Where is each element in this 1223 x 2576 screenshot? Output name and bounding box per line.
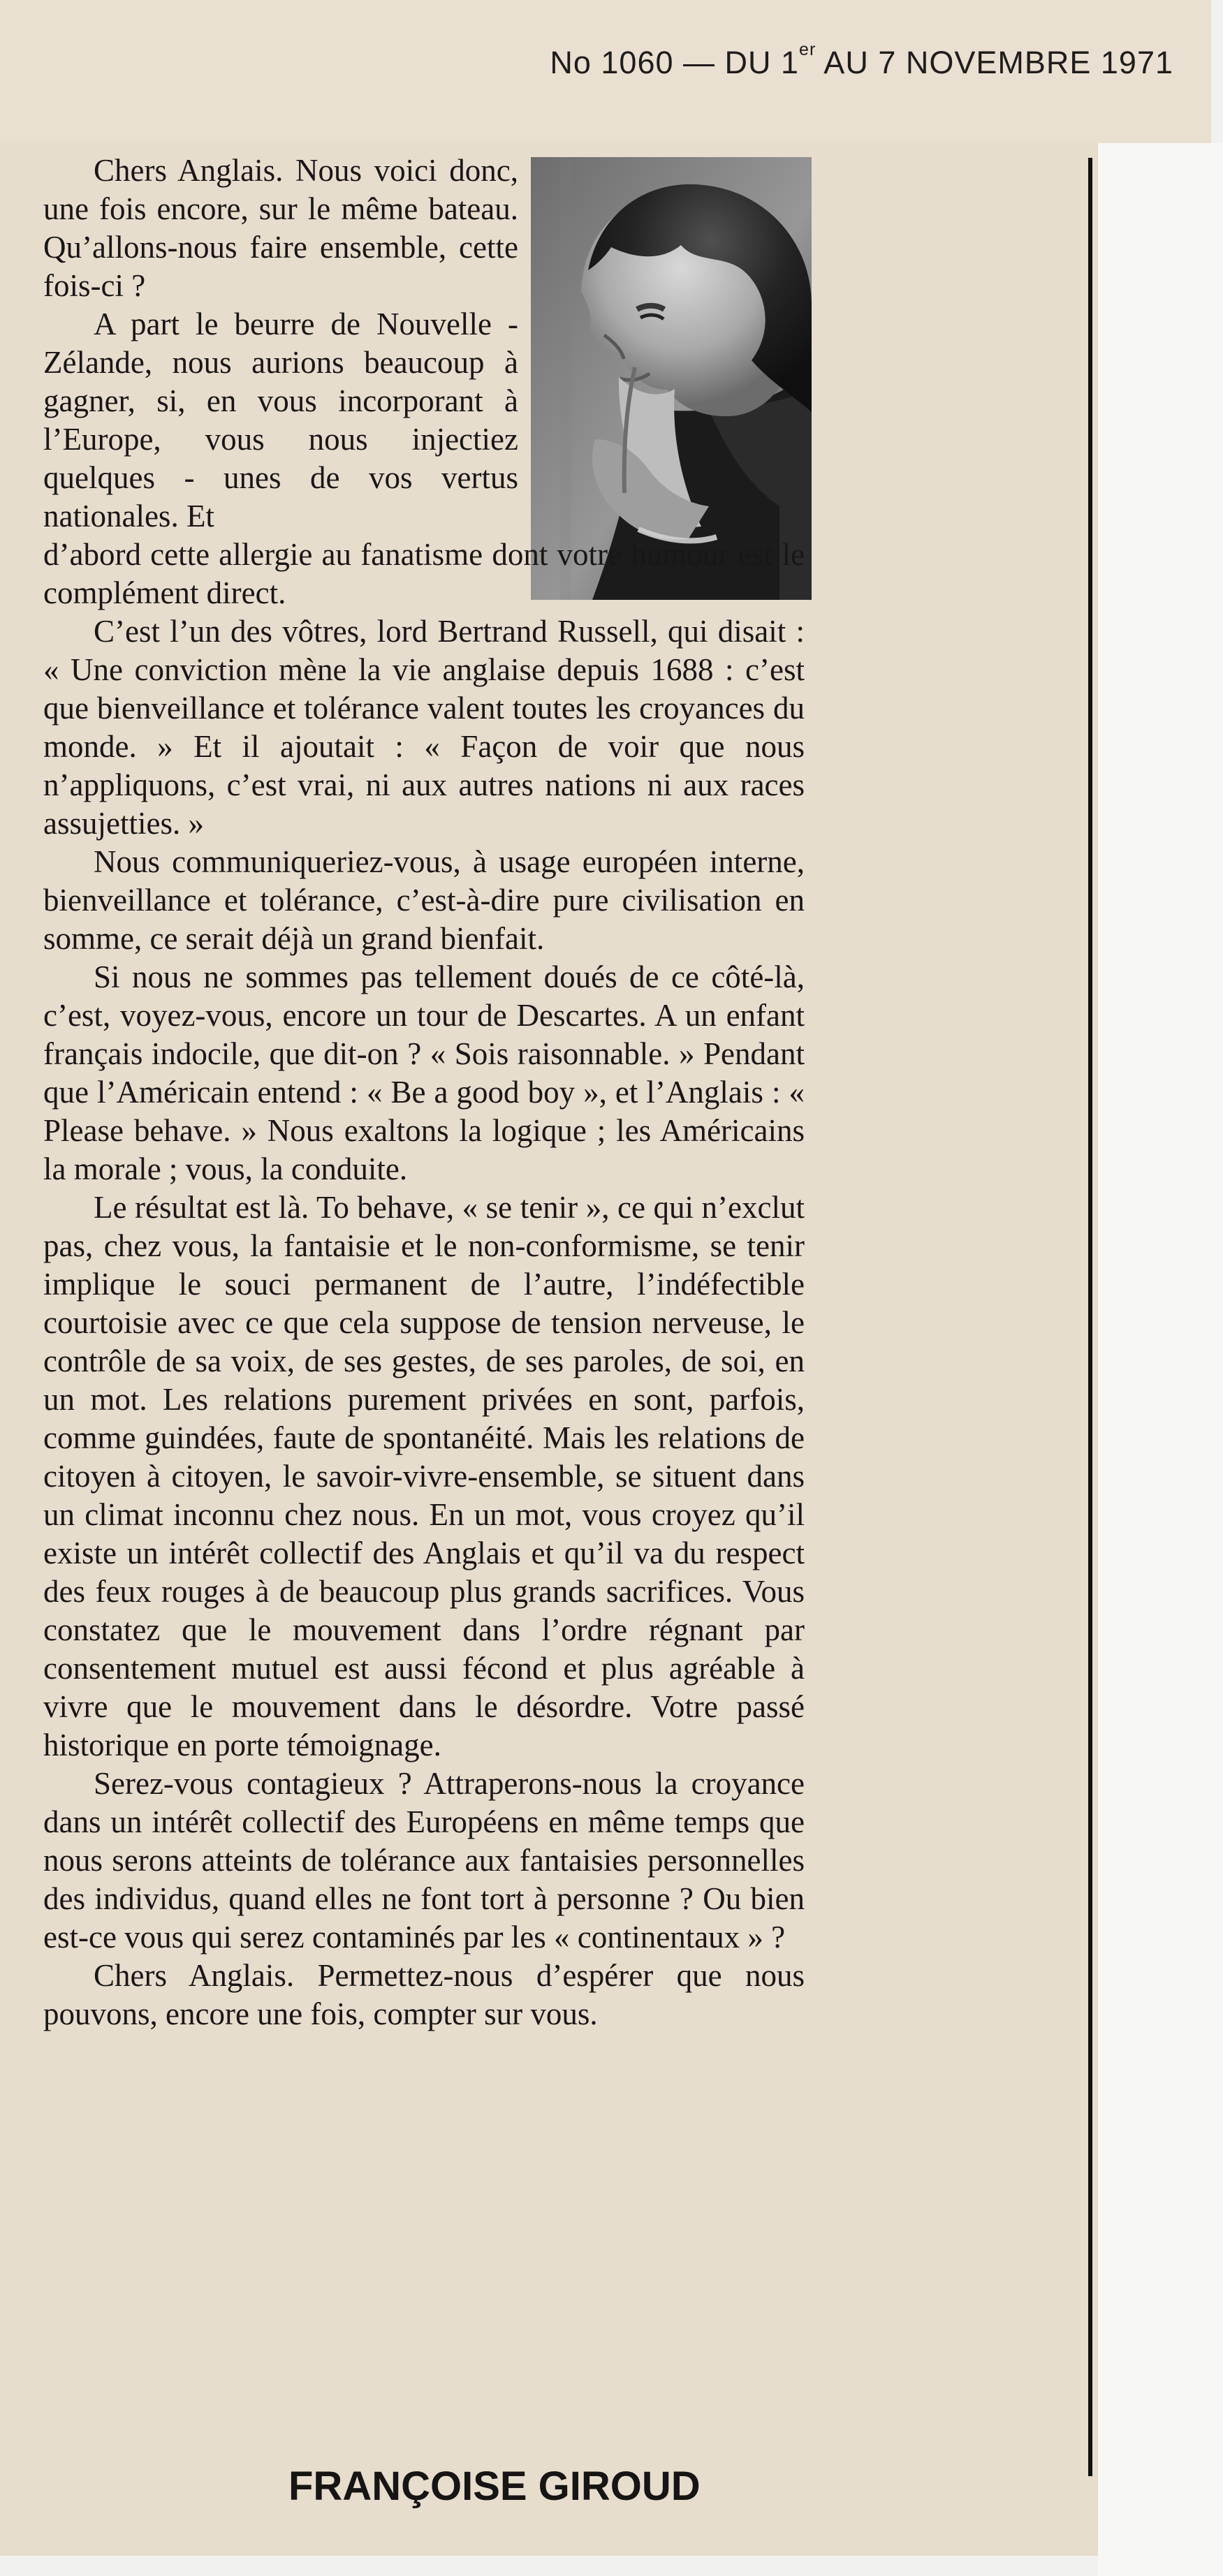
article-paragraph: Serez-vous contagieux ? Attraperons-nous la croyance dans un intérêt collectif des Européens en même temps que nous serons atteints de tolérance aux fantaisies personnelles des individus, quand elles ne font tort à personne ? Ou bien est-ce vous qui serez contaminés par les « continentaux » ? [43,1766,805,1955]
article-closing-paragraph: Chers Anglais. Permettez-nous d’espérer que nous pouvons, encore une fois, compter sur vous. [43,1958,805,2031]
article-paragraph: A part le beurre de Nouvelle - Zélande, nous aurions beaucoup à gagner, si, en vous incorporant à l’Europe, vous nous injectiez quelques - unes de vos vertus nationales. Et [43,307,518,533]
column-rule [1088,158,1092,2476]
article-paragraph: Si nous ne sommes pas tellement doués de ce côté-là, c’est, voyez-vous, encore un tour de Descartes. A un enfant français indocile, que dit-on ? « Sois raisonnable. » Pendant que l’Américain entend : « Be a good boy », et l’Anglais : « Please behave. » Nous exaltons la logique ; les Américains la morale ; vous, la conduite. [43,959,805,1186]
article-paragraph: Le résultat est là. To behave, « se tenir », ce qui n’exclut pas, chez vous, la fantaisie et le non-conformisme, se tenir implique le souci permanent de l’autre, l’indéfectible courtoisie avec ce que cela suppose de tension nerveuse, le contrôle de sa voix, de ses gestes, de ses paroles, de soi, en un mot. Les relations purement privées en sont, parfois, comme guindées, faute de spontanéité. Mais les relations de citoyen à citoyen, le savoir-vivre-ensemble, se situent dans un climat inconnu chez nous. En un mot, vous croyez qu’il existe un intérêt collectif des Anglais et qu’il va du respect des feux rouges à de beaucoup plus grands sacrifices. Vous constatez que le mouvement dans l’ordre régnant par consentement mutuel est aussi fécond et plus agréable à vivre que le mouvement dans le désordre. Votre passé historique en porte témoignage. [43,1190,805,1762]
issue-prefix: N [550,45,573,80]
issue-header [503,40,1173,81]
issue-date-range: AU 7 NOVEMBRE 1971 [816,45,1173,80]
article-paragraph: Chers Anglais. Nous voici donc, une fois encore, sur le même bateau. Qu’allons-nous faire ensemble, cette fois-ci ? [43,153,518,303]
issue-number: o 1060 — DU 1 [573,45,800,80]
background-sheet [1098,143,1223,2576]
author-signature: FRANÇOISE GIROUD [288,2464,701,2509]
article-paragraph: Nous communiqueriez-vous, à usage européen interne, bienveillance et tolérance, c’est-à-dire pure civilisation en somme, ce serait déjà un grand bienfait. [43,844,805,956]
article-body [43,152,805,2033]
issue-date-ordinal: er [799,40,816,59]
article-paragraph: C’est l’un des vôtres, lord Bertrand Russell, qui disait : « Une conviction mène la vie anglaise depuis 1688 : c’est que bienveillance et tolérance valent toutes les croyances du monde. » Et il ajoutait : « Façon de voir que nous n’appliquons, c’est vrai, ni aux autres nations ni aux races assujetties. » [43,614,805,841]
article-paragraph-continuation: d’abord cette allergie au fanatisme dont votre humour est le complément direct. [43,537,805,610]
